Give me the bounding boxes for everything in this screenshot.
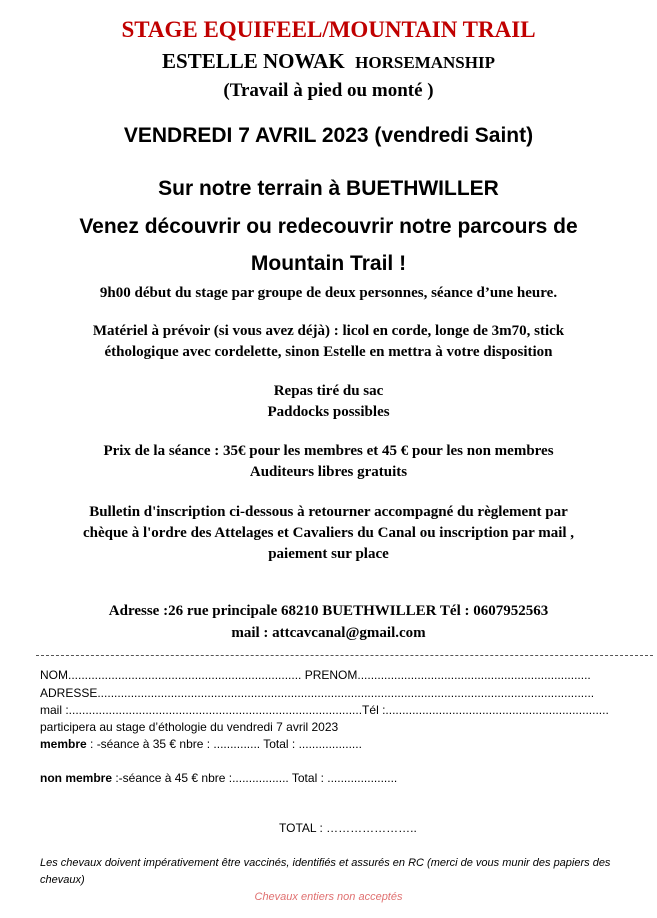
equipment-text-line-1: Matériel à prévoir (si vous avez déjà) : licol en corde, longe de 3m70, stick [92, 323, 565, 339]
form-participation-text: participera au stage d’éthologie du vendredi 7 avril 2023 [40, 720, 339, 734]
cut-line-divider [36, 655, 653, 656]
form-address-field: ADRESSE..................................................................................................................................................... [40, 686, 595, 700]
address-text: Adresse :26 rue principale 68210 BUETHWILLER Tél : 0607952563 [108, 603, 549, 619]
registration-text-line-1: Bulletin d'inscription ci-dessous à retourner accompagné du règlement par [89, 504, 568, 520]
form-name-field: NOM...................................................................... PRENOM...................................................................... [40, 668, 591, 682]
discipline-label: HORSEMANSHIP [355, 53, 495, 72]
form-member-label: membre [40, 737, 87, 751]
invite-heading-line-2: Mountain Trail ! [250, 252, 407, 275]
vaccination-note: Les chevaux doivent impérativement être vaccinés, identifiés et assurés en RC (merci de vous munir des papiers des chevaux) [40, 857, 611, 886]
form-total-field: TOTAL : ………………….. [279, 821, 417, 835]
meal-text: Repas tiré du sac [273, 383, 384, 399]
registration-text-line-3: paiement sur place [268, 546, 389, 562]
invite-heading-line-1: Venez découvrir ou redecouvrir notre parcours de [79, 215, 578, 238]
paddocks-text: Paddocks possibles [267, 404, 390, 420]
auditors-text: Auditeurs libres gratuits [249, 464, 408, 480]
registration-text-line-2: chèque à l'ordre des Attelages et Cavaliers du Canal ou inscription par mail , [82, 525, 575, 541]
schedule-text: 9h00 début du stage par groupe de deux personnes, séance d’une heure. [99, 285, 558, 301]
instructor-line [0, 49, 657, 74]
form-member-line: : -séance à 35 € nbre : .............. Total : ................... [86, 737, 362, 751]
event-date: VENDREDI 7 AVRIL 2023 (vendredi Saint) [123, 124, 534, 147]
equipment-text-line-2: éthologique avec cordelette, sinon Estelle en mettra à votre disposition [104, 344, 553, 360]
form-non-member-label: non membre [40, 771, 113, 785]
form-non-member-line: :-séance à 45 € nbre :................. Total : ..................... [112, 771, 398, 785]
stallions-note: Chevaux entiers non acceptés [254, 891, 403, 903]
form-non-member-row [40, 771, 397, 785]
price-text: Prix de la séance : 35€ pour les membres et 45 € pour les non membres [103, 443, 554, 459]
page-title: STAGE EQUIFEEL/MOUNTAIN TRAIL [121, 17, 536, 42]
email-text: mail : attcavcanal@gmail.com [231, 625, 426, 641]
location-heading: Sur notre terrain à BUETHWILLER [158, 177, 499, 200]
subtitle: (Travail à pied ou monté ) [223, 80, 434, 101]
form-member-row [40, 737, 362, 751]
instructor-name: ESTELLE NOWAK [162, 49, 345, 73]
form-mail-tel-field: mail :........................................................................................Tél :................................................................... [40, 703, 609, 717]
